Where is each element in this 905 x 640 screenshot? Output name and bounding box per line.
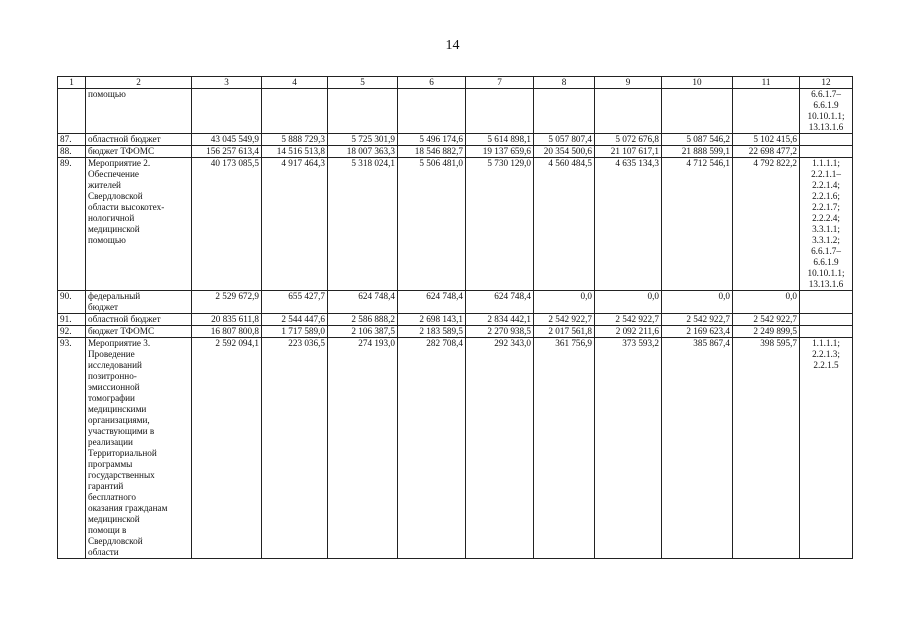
page-number: 14 — [445, 38, 460, 53]
reference-line: 1.1.1.1; — [812, 338, 840, 348]
value-cell: 16 807 800,8 — [192, 326, 262, 338]
value-cell: 19 137 659,6 — [466, 146, 534, 158]
value-cell: 20 835 611,8 — [192, 314, 262, 326]
value-cell: 5 888 729,3 — [262, 134, 328, 146]
value-cell: 2 542 922,7 — [662, 314, 733, 326]
column-header: 2 — [86, 77, 192, 89]
row-name-line: жителей — [88, 180, 121, 190]
row-name-line: Свердловской — [88, 191, 143, 201]
row-name-line: Территориальной — [88, 448, 157, 458]
row-name-line: помощи в — [88, 525, 127, 535]
table-row — [58, 326, 853, 338]
value-cell: 2 529 672,9 — [192, 291, 262, 314]
value-cell: 5 506 481,0 — [398, 158, 466, 291]
row-name-line: Мероприятие 2. — [88, 158, 151, 168]
value-cell: 274 193,0 — [328, 338, 398, 559]
reference-cell — [800, 338, 853, 559]
column-header: 10 — [662, 77, 733, 89]
row-name-line: реализации — [88, 437, 133, 447]
row-name-line: бесплатного — [88, 492, 136, 502]
value-cell: 4 560 484,5 — [534, 158, 595, 291]
row-name-line: эмиссионной — [88, 382, 140, 392]
value-cell: 373 593,2 — [595, 338, 662, 559]
value-cell: 2 542 922,7 — [595, 314, 662, 326]
value-cell: 5 057 807,4 — [534, 134, 595, 146]
value-cell: 2 169 623,4 — [662, 326, 733, 338]
row-name-line: медицинскими — [88, 404, 147, 414]
row-name-line: медицинской — [88, 224, 140, 234]
column-header: 6 — [398, 77, 466, 89]
value-cell: 14 516 513,8 — [262, 146, 328, 158]
reference-line: 2.2.1.3; — [812, 349, 840, 359]
value-cell: 0,0 — [662, 291, 733, 314]
reference-line: 13.13.1.6 — [808, 122, 844, 132]
value-cell: 2 249 899,5 — [733, 326, 800, 338]
row-number: 90. — [58, 291, 86, 314]
table-row — [58, 158, 853, 291]
row-name-line: исследований — [88, 360, 142, 370]
reference-cell — [800, 326, 853, 338]
row-number: 87. — [58, 134, 86, 146]
row-name-line: федеральный — [88, 291, 141, 301]
value-cell: 0,0 — [733, 291, 800, 314]
header-row — [58, 77, 853, 89]
row-name-line: помощью — [88, 235, 126, 245]
row-name-line: бюджет — [88, 302, 119, 312]
value-cell: 2 542 922,7 — [733, 314, 800, 326]
value-cell — [262, 89, 328, 134]
row-number: 88. — [58, 146, 86, 158]
value-cell: 2 834 442,1 — [466, 314, 534, 326]
value-cell: 1 717 589,0 — [262, 326, 328, 338]
value-cell: 0,0 — [534, 291, 595, 314]
reference-line: 1.1.1.1; — [812, 158, 840, 168]
value-cell — [398, 89, 466, 134]
value-cell — [466, 89, 534, 134]
reference-line: 6.6.1.9 — [813, 257, 839, 267]
row-name — [86, 134, 192, 146]
row-name — [86, 338, 192, 559]
table-row — [58, 89, 853, 134]
value-cell: 156 257 613,4 — [192, 146, 262, 158]
column-header: 8 — [534, 77, 595, 89]
row-name — [86, 326, 192, 338]
value-cell: 624 748,4 — [466, 291, 534, 314]
column-header: 11 — [733, 77, 800, 89]
reference-line: 2.2.1.4; — [812, 180, 840, 190]
value-cell — [662, 89, 733, 134]
reference-cell — [800, 158, 853, 291]
reference-cell — [800, 89, 853, 134]
row-name-line: областной бюджет — [88, 134, 161, 144]
value-cell: 655 427,7 — [262, 291, 328, 314]
value-cell: 2 017 561,8 — [534, 326, 595, 338]
value-cell: 292 343,0 — [466, 338, 534, 559]
value-cell: 43 045 549,9 — [192, 134, 262, 146]
value-cell: 18 007 363,3 — [328, 146, 398, 158]
row-name-line: позитронно- — [88, 371, 137, 381]
value-cell: 4 792 822,2 — [733, 158, 800, 291]
row-name-line: медицинской — [88, 514, 140, 524]
row-number: 89. — [58, 158, 86, 291]
row-number — [58, 89, 86, 134]
column-header: 4 — [262, 77, 328, 89]
row-name-line: государственных — [88, 470, 155, 480]
value-cell: 5 072 676,8 — [595, 134, 662, 146]
value-cell: 4 712 546,1 — [662, 158, 733, 291]
reference-cell — [800, 134, 853, 146]
value-cell: 5 614 898,1 — [466, 134, 534, 146]
value-cell: 2 106 387,5 — [328, 326, 398, 338]
reference-line: 13.13.1.6 — [808, 279, 844, 289]
row-number: 93. — [58, 338, 86, 559]
reference-line: 2.2.1.5 — [813, 360, 839, 370]
value-cell — [192, 89, 262, 134]
row-name-line: гарантий — [88, 481, 124, 491]
value-cell: 21 107 617,1 — [595, 146, 662, 158]
value-cell: 2 592 094,1 — [192, 338, 262, 559]
column-header: 7 — [466, 77, 534, 89]
table-body — [58, 77, 853, 559]
value-cell: 2 542 922,7 — [534, 314, 595, 326]
reference-line: 6.6.1.7– — [811, 89, 841, 99]
row-name — [86, 158, 192, 291]
value-cell: 40 173 085,5 — [192, 158, 262, 291]
row-name-line: бюджет ТФОМС — [88, 146, 155, 156]
value-cell: 398 595,7 — [733, 338, 800, 559]
column-header: 12 — [800, 77, 853, 89]
column-header: 1 — [58, 77, 86, 89]
value-cell: 223 036,5 — [262, 338, 328, 559]
row-name-line: бюджет ТФОМС — [88, 326, 155, 336]
row-name-line: Мероприятие 3. — [88, 338, 151, 348]
value-cell: 361 756,9 — [534, 338, 595, 559]
row-name-line: области — [88, 547, 119, 557]
row-name-line: организациями, — [88, 415, 150, 425]
column-header: 3 — [192, 77, 262, 89]
value-cell: 2 183 589,5 — [398, 326, 466, 338]
table-row — [58, 291, 853, 314]
budget-table — [57, 76, 853, 559]
value-cell: 624 748,4 — [328, 291, 398, 314]
value-cell: 5 725 301,9 — [328, 134, 398, 146]
column-header: 9 — [595, 77, 662, 89]
reference-line: 2.2.1.1– — [811, 169, 841, 179]
reference-cell — [800, 291, 853, 314]
value-cell: 2 698 143,1 — [398, 314, 466, 326]
reference-line: 3.3.1.2; — [812, 235, 840, 245]
table-row — [58, 314, 853, 326]
value-cell: 624 748,4 — [398, 291, 466, 314]
value-cell: 4 917 464,3 — [262, 158, 328, 291]
value-cell: 5 318 024,1 — [328, 158, 398, 291]
value-cell: 4 635 134,3 — [595, 158, 662, 291]
reference-cell — [800, 146, 853, 158]
table-row — [58, 338, 853, 559]
row-name-line: оказания гражданам — [88, 503, 168, 513]
row-name-line: областной бюджет — [88, 314, 161, 324]
value-cell: 5 087 546,2 — [662, 134, 733, 146]
row-name-line: Обеспечение — [88, 169, 139, 179]
row-name — [86, 146, 192, 158]
value-cell: 5 730 129,0 — [466, 158, 534, 291]
table-row — [58, 134, 853, 146]
reference-line: 2.2.1.6; — [812, 191, 840, 201]
value-cell: 2 092 211,6 — [595, 326, 662, 338]
reference-line: 2.2.1.7; — [812, 202, 840, 212]
row-name-line: программы — [88, 459, 133, 469]
value-cell: 0,0 — [595, 291, 662, 314]
value-cell: 2 270 938,5 — [466, 326, 534, 338]
value-cell: 21 888 599,1 — [662, 146, 733, 158]
column-header: 5 — [328, 77, 398, 89]
reference-line: 6.6.1.7– — [811, 246, 841, 256]
value-cell — [595, 89, 662, 134]
table-row — [58, 146, 853, 158]
value-cell — [328, 89, 398, 134]
value-cell: 2 544 447,6 — [262, 314, 328, 326]
value-cell — [534, 89, 595, 134]
row-name-line: Свердловской — [88, 536, 143, 546]
value-cell: 2 586 888,2 — [328, 314, 398, 326]
row-number: 91. — [58, 314, 86, 326]
value-cell: 282 708,4 — [398, 338, 466, 559]
row-name-line: помощью — [88, 89, 126, 99]
row-number: 92. — [58, 326, 86, 338]
value-cell: 5 496 174,6 — [398, 134, 466, 146]
row-name-line: области высокотех- — [88, 202, 165, 212]
value-cell: 385 867,4 — [662, 338, 733, 559]
row-name-line: Проведение — [88, 349, 135, 359]
reference-cell — [800, 314, 853, 326]
value-cell: 5 102 415,6 — [733, 134, 800, 146]
row-name-line: участвующими в — [88, 426, 155, 436]
row-name-line: нологичной — [88, 213, 135, 223]
row-name — [86, 89, 192, 134]
row-name-line: томографии — [88, 393, 135, 403]
value-cell: 22 698 477,2 — [733, 146, 800, 158]
value-cell: 18 546 882,7 — [398, 146, 466, 158]
reference-line: 3.3.1.1; — [812, 224, 840, 234]
value-cell: 20 354 500,6 — [534, 146, 595, 158]
reference-line: 10.10.1.1; — [807, 111, 845, 121]
row-name — [86, 291, 192, 314]
reference-line: 10.10.1.1; — [807, 268, 845, 278]
reference-line: 2.2.2.4; — [812, 213, 840, 223]
row-name — [86, 314, 192, 326]
reference-line: 6.6.1.9 — [813, 100, 839, 110]
value-cell — [733, 89, 800, 134]
